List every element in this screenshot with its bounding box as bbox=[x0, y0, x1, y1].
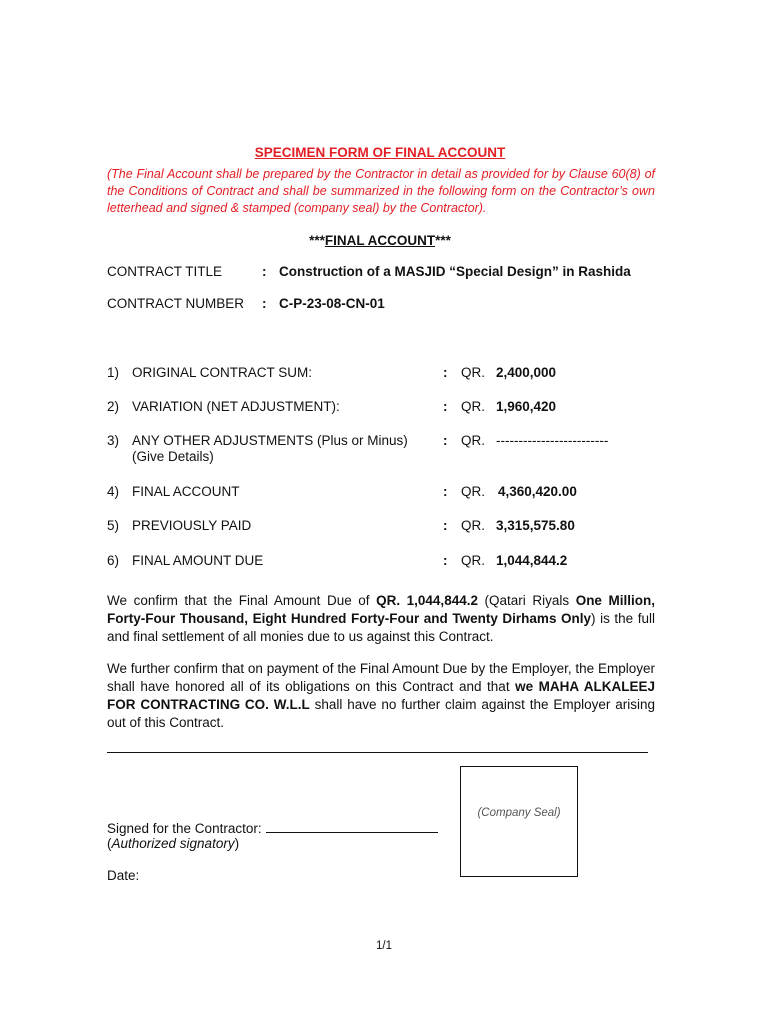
item-number: 1) bbox=[107, 365, 120, 380]
item-colon: : bbox=[443, 365, 448, 380]
page-number: 1/1 bbox=[376, 940, 392, 952]
item-number: 3) bbox=[107, 433, 120, 448]
item-colon: : bbox=[443, 433, 448, 448]
contractor-name: we MAHA ALKALEEJ FOR CONTRACTING CO. W.L.L bbox=[107, 679, 655, 712]
item-currency: QR. bbox=[461, 433, 486, 448]
item-label: FINAL ACCOUNT bbox=[132, 484, 240, 499]
item-amount: ------------------------- bbox=[496, 433, 609, 448]
item-colon: : bbox=[443, 553, 448, 568]
signed-line bbox=[107, 820, 438, 836]
further-confirmation-paragraph: We further confirm that on payment of the Final Amount Due by the Employer, the Employer shall have honored all of its obligations on this Contract and that we MAHA ALKALEEJ FOR CONTRACTING CO. W.L.L shall have no further claim against the Employer arising out of this Contract. bbox=[107, 661, 656, 730]
authorized-signatory: (Authorized signatory) bbox=[107, 836, 240, 851]
final-account-title bbox=[0, 233, 760, 248]
title-suffix: *** bbox=[435, 233, 451, 248]
form-heading: SPECIMEN FORM OF FINAL ACCOUNT bbox=[254, 145, 506, 160]
contract-number-label: CONTRACT NUMBER bbox=[107, 296, 245, 311]
confirmation-paragraph: We confirm that the Final Amount Due of QR. 1,044,844.2 (Qatari Riyals One Million, Forty-Four Thousand, Eight Hundred Forty-Four and Twenty Dirhams Only) is the full and final settlement of all monies due to us against this Contract. bbox=[107, 593, 655, 644]
item-sublabel: (Give Details) bbox=[132, 449, 214, 464]
item-number: 2) bbox=[107, 399, 120, 414]
contract-title-value: Construction of a MASJID “Special Design” in Rashida bbox=[279, 264, 631, 279]
item-currency: QR. bbox=[461, 553, 486, 568]
item-number: 5) bbox=[107, 518, 120, 533]
company-seal-box bbox=[460, 766, 578, 877]
contract-title-label: CONTRACT TITLE bbox=[107, 264, 223, 279]
item-label: PREVIOUSLY PAID bbox=[132, 518, 252, 533]
item-colon: : bbox=[443, 484, 448, 499]
item-number: 6) bbox=[107, 553, 120, 568]
title-text: FINAL ACCOUNT bbox=[324, 233, 436, 248]
item-amount: 1,960,420 bbox=[496, 399, 557, 414]
item-colon: : bbox=[443, 399, 448, 414]
item-currency: QR. bbox=[461, 399, 486, 414]
contract-title-colon: : bbox=[262, 264, 267, 279]
item-number: 4) bbox=[107, 484, 120, 499]
signed-label: Signed for the Contractor: bbox=[107, 821, 262, 836]
item-label: FINAL AMOUNT DUE bbox=[132, 553, 264, 568]
item-amount: 2,400,000 bbox=[496, 365, 557, 380]
title-prefix: *** bbox=[309, 233, 325, 248]
contract-number-value: C-P-23-08-CN-01 bbox=[279, 296, 385, 311]
signature-field[interactable] bbox=[266, 820, 438, 833]
item-label: ORIGINAL CONTRACT SUM: bbox=[132, 365, 313, 380]
item-label: ANY OTHER ADJUSTMENTS (Plus or Minus) bbox=[132, 433, 408, 448]
item-colon: : bbox=[443, 518, 448, 533]
item-currency: QR. bbox=[461, 484, 486, 499]
final-amount: QR. 1,044,844.2 bbox=[376, 593, 478, 608]
intro-note: (The Final Account shall be prepared by the Contractor in detail as provided for by Clause 60(8) of the Conditions of Contract and shall be summarized in the following form on the Contractor’s own letterhead and signed & stamped (company seal) by the Contractor). bbox=[107, 167, 655, 215]
item-currency: QR. bbox=[461, 518, 486, 533]
item-currency: QR. bbox=[461, 365, 486, 380]
item-amount: 4,360,420.00 bbox=[498, 484, 577, 499]
contract-number-colon: : bbox=[262, 296, 267, 311]
amount-in-words: One Million, Forty-Four Thousand, Eight Hundred Forty-Four and Twenty Dirhams Only bbox=[107, 593, 655, 626]
date-label: Date: bbox=[107, 868, 140, 883]
item-amount: 1,044,844.2 bbox=[496, 553, 568, 568]
authorized-signatory-label: Authorized signatory bbox=[111, 836, 235, 851]
item-amount: 3,315,575.80 bbox=[496, 518, 575, 533]
item-label: VARIATION (NET ADJUSTMENT): bbox=[132, 399, 340, 414]
separator-line bbox=[107, 752, 648, 753]
company-seal-label: (Company Seal) bbox=[477, 807, 561, 819]
